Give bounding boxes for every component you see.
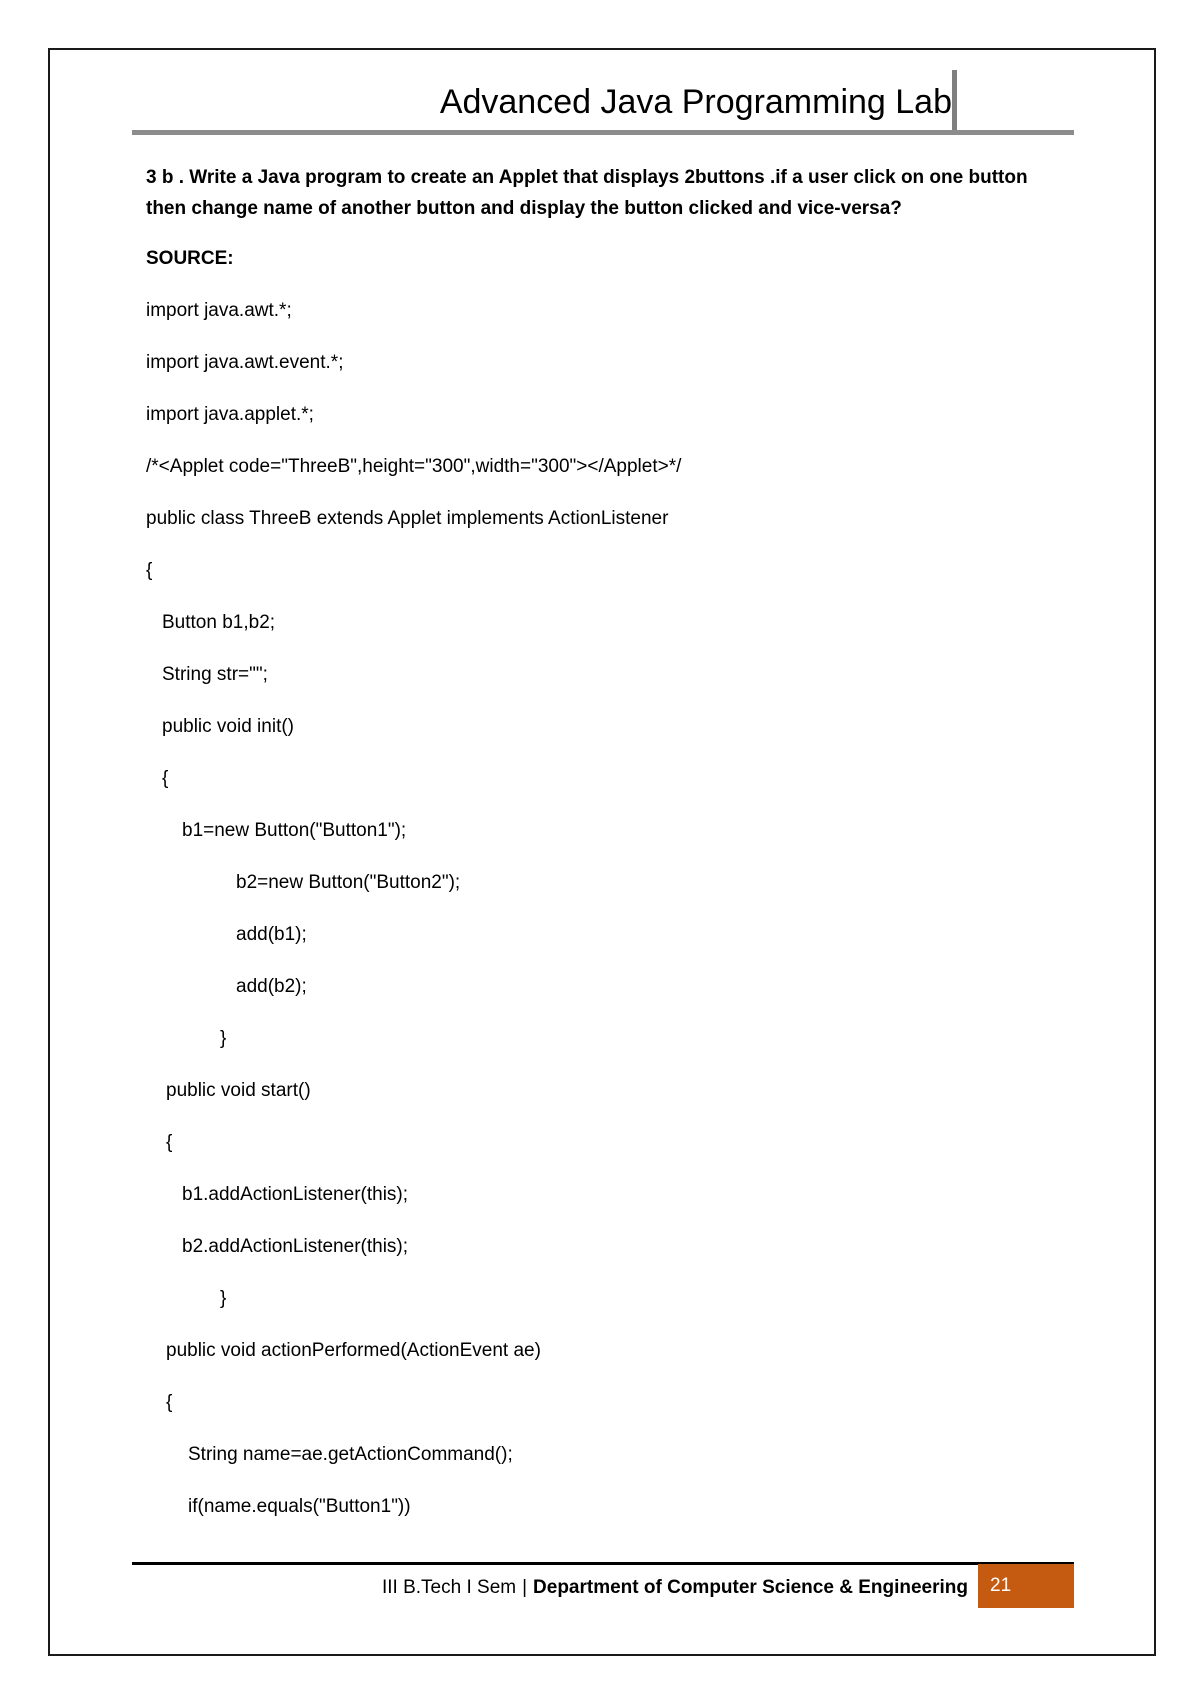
- code-line: public void actionPerformed(ActionEvent ae): [166, 1340, 541, 1361]
- code-line: /*<Applet code="ThreeB",height="300",width="300"></Applet>*/: [146, 456, 682, 477]
- code-line: if(name.equals("Button1")): [188, 1496, 411, 1517]
- footer-text: [382, 1572, 968, 1604]
- code-line: add(b1);: [236, 924, 307, 945]
- code-line: String str="";: [162, 664, 268, 685]
- page-number: 21: [978, 1564, 1074, 1608]
- question-text: 3 b . Write a Java program to create an Applet that displays 2buttons .if a user click on one button then change name of another button and display the button clicked and vice-versa?: [146, 167, 1028, 219]
- code-line: b1.addActionListener(this);: [182, 1184, 409, 1205]
- code-line: }: [220, 1288, 227, 1309]
- footer-rule: [132, 1562, 1074, 1565]
- code-line: {: [166, 1392, 173, 1413]
- code-line: import java.applet.*;: [146, 404, 314, 425]
- footer-separator: |: [522, 1577, 528, 1598]
- source-label: SOURCE:: [146, 248, 234, 269]
- code-line: import java.awt.event.*;: [146, 352, 344, 373]
- footer-department: Department of Computer Science & Engineering: [533, 1577, 968, 1598]
- code-line: public void start(): [166, 1080, 311, 1101]
- code-line: {: [146, 560, 153, 581]
- code-line: Button b1,b2;: [162, 612, 276, 633]
- code-line: public void init(): [162, 716, 294, 737]
- code-line: {: [166, 1132, 173, 1153]
- page-border: [48, 48, 1156, 1656]
- code-line: b2=new Button("Button2");: [236, 872, 461, 893]
- code-line: import java.awt.*;: [146, 300, 292, 321]
- code-line: b1=new Button("Button1");: [182, 820, 407, 841]
- code-line: }: [220, 1028, 227, 1049]
- code-line: add(b2);: [236, 976, 307, 997]
- code-line: {: [162, 768, 169, 789]
- code-line: b2.addActionListener(this);: [182, 1236, 409, 1257]
- code-line: String name=ae.getActionCommand();: [188, 1444, 513, 1465]
- header-vertical-bar: [952, 70, 957, 134]
- footer-semester: III B.Tech I Sem: [381, 1577, 517, 1598]
- header-rule: [132, 130, 1074, 135]
- header-title: Advanced Java Programming Lab: [439, 83, 952, 121]
- code-line: public class ThreeB extends Applet implements ActionListener: [146, 508, 669, 529]
